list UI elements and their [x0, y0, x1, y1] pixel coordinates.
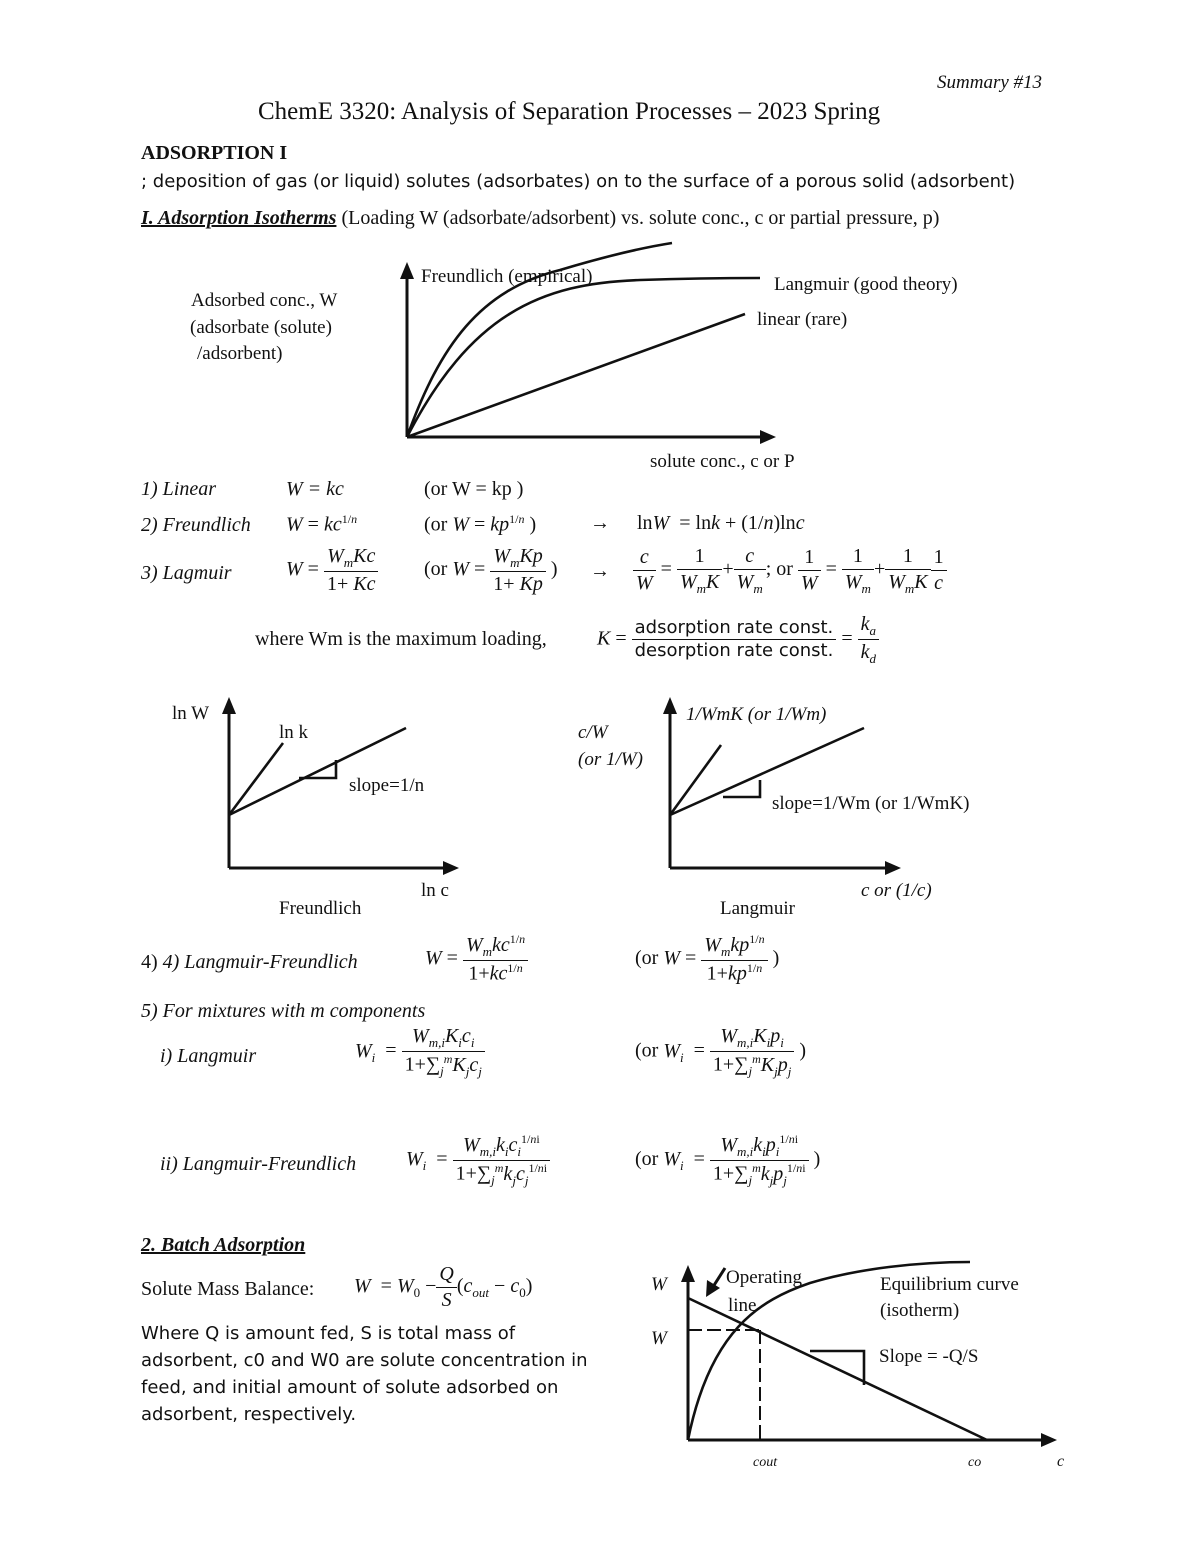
page-title: ChemE 3320: Analysis of Separation Processes – 2023 Spring — [258, 98, 881, 125]
K-denominator: desorption rate const. — [634, 640, 834, 662]
operating-pointer-icon — [706, 1280, 720, 1297]
freundlich-alt-equation: (or $W = kp^{1/n}$ ) — [424, 512, 537, 536]
batch-slope-label: Slope = -Q/S — [879, 1346, 979, 1367]
batch-desc-4: adsorbent, respectively. — [141, 1404, 357, 1425]
batch-desc-2: adsorbent, c0 and W0 are solute concentration in — [141, 1350, 588, 1371]
lf-alt-equation: (or W = $\frac{W_mkp^{1/n}}{1+kp^{1/n}}$ ) — [635, 932, 780, 985]
where-text: where Wm is the maximum loading, — [255, 628, 547, 650]
section-heading: ADSORPTION I — [141, 142, 288, 164]
summary-number: Summary #13 — [937, 72, 1043, 93]
batch-y-label-W: W — [651, 1328, 667, 1349]
mix-lf-equation: $W_i$ = $\frac{W_{m,i}k_ic_i^{1/ni}}{1+\sum_j^mk_jc_j^{1/ni}}$ — [406, 1132, 550, 1189]
langmuir-plot-y-label-2: (or 1/W) — [578, 749, 643, 770]
batch-x-label-cout: cout — [753, 1455, 778, 1470]
batch-desc-3: feed, and initial amount of solute adsorbed on — [141, 1377, 559, 1398]
K-definition: K = $\frac{\text{adsorption rate const.}}{\text{desorption rate const.}}$ = $\frac{k_a}{k_d}$ — [597, 612, 879, 668]
langmuir-plot-caption: Langmuir — [720, 898, 795, 919]
freundlich-plot-x-label: ln c — [421, 880, 449, 901]
freundlich-plot-intercept: ln k — [279, 722, 309, 743]
linear-label: 1) Linear — [141, 478, 216, 500]
lagmuir-linearized-equation: $\frac{c}{W}$ = $\frac{1}{W_mK}$ + $\frac{c}{W_m}$ ; or $\frac{1}{W}$ = $\frac{1}{W_m}$ + $\frac{1}{W_mK}$ $\frac{1}{c}$ — [633, 544, 947, 597]
lf-label-line: 4) 4) Langmuir-Freundlich — [141, 951, 358, 973]
freundlich-plot-slope: slope=1/n — [349, 775, 425, 796]
x-axis-label: solute conc., c or P — [650, 451, 795, 472]
freundlich-arrow: → — [590, 512, 610, 534]
freundlich-equation: $W = kc^{1/n}$ — [286, 512, 358, 536]
y-label-line-3: /adsorbent) — [197, 343, 283, 364]
mix-langmuir-label: i) Langmuir — [160, 1045, 257, 1067]
batch-desc-1: Where Q is amount fed, S is total mass of — [141, 1323, 516, 1344]
isotherms-description: (Loading W (adsorbate/adsorbent) vs. solute conc., c or partial pressure, p) — [341, 207, 940, 229]
batch-x-arrow — [1041, 1433, 1057, 1447]
langmuir-plot-slope: slope=1/Wm (or 1/WmK) — [772, 793, 970, 814]
lagmuir-equation: W = $\frac{W_mKc}{1+ Kc}$ — [286, 544, 378, 597]
y-label-line-1: Adsorbed conc., W — [191, 290, 338, 311]
freundlich-plot-y-label: ln W — [172, 703, 210, 724]
operating-label-2: line — [728, 1295, 757, 1316]
langmuir-plot-x-label: c or (1/c) — [861, 880, 932, 901]
batch-heading: 2. Batch Adsorption — [141, 1234, 306, 1256]
K-numerator: adsorption rate const. — [632, 617, 837, 641]
lagmuir-eq-label: 3) Lagmuir — [141, 562, 232, 584]
freundlich-plot-caption: Freundlich — [279, 898, 362, 919]
lagmuir-arrow: → — [590, 560, 610, 582]
batch-x-label-c: c — [1057, 1453, 1065, 1470]
mix-lf-label: ii) Langmuir-Freundlich — [160, 1153, 357, 1175]
y-label-line-2: (adsorbate (solute) — [190, 317, 332, 338]
batch-balance-label: Solute Mass Balance: — [141, 1278, 315, 1300]
equilibrium-label-2: (isotherm) — [880, 1300, 960, 1321]
lagmuir-alt-equation: (or W = $\frac{W_mKp}{1+ Kp}$ ) — [424, 545, 558, 596]
batch-balance-equation: $W = W_0$ − $\frac{Q}{S}$ $(c_{out} - c_0)$ — [354, 1263, 533, 1311]
lf-equation: W = $\frac{W_mkc^{1/n}}{1+kc^{1/n}}$ — [425, 932, 528, 987]
linear-alt-equation: (or W = kp ) — [424, 478, 524, 500]
batch-y-label-W0: W — [651, 1274, 667, 1295]
langmuir-plot-intercept: 1/WmK (or 1/Wm) — [686, 704, 827, 725]
adsorption-definition: ; deposition of gas (or liquid) solutes (adsorbates) on to the surface of a porous solid (adsorbent) — [141, 171, 1016, 192]
mix-lf-alt-equation: (or $W_i$ = $\frac{W_{m,i}k_ip_i^{1/ni}}{1+\sum_j^mk_jp_j^{1/ni}}$ ) — [635, 1132, 821, 1188]
equilibrium-label-1: Equilibrium curve — [880, 1274, 1019, 1295]
isotherms-heading: I. Adsorption Isotherms — [141, 207, 337, 229]
mixtures-label: 5) For mixtures with m components — [141, 1000, 426, 1022]
batch-x-label-c0: co — [968, 1455, 982, 1470]
freundlich-eq-label: 2) Freundlich — [141, 514, 251, 536]
mix-langmuir-alt-equation: (or $W_i$ = $\frac{W_{m,i}K_ip_i}{1+\sum_j^mK_jp_j}$ ) — [635, 1025, 807, 1079]
batch-y-arrow — [681, 1265, 695, 1282]
freundlich-label: Freundlich (empirical) — [421, 266, 593, 287]
langmuir-label: Langmuir (good theory) — [774, 274, 958, 295]
mix-langmuir-equation: $W_i$ = $\frac{W_{m,i}K_ic_i}{1+\sum_j^mK_jc_j}$ — [355, 1024, 485, 1080]
linear-label: linear (rare) — [757, 309, 848, 330]
lf-label: 4) Langmuir-Freundlich — [162, 951, 358, 973]
operating-label-1: Operating — [726, 1267, 802, 1288]
linear-equation: W = kc — [286, 478, 344, 500]
freundlich-log-equation: lnW = lnk + (1/n)lnc — [637, 512, 805, 534]
langmuir-plot-y-label-1: c/W — [578, 722, 608, 743]
